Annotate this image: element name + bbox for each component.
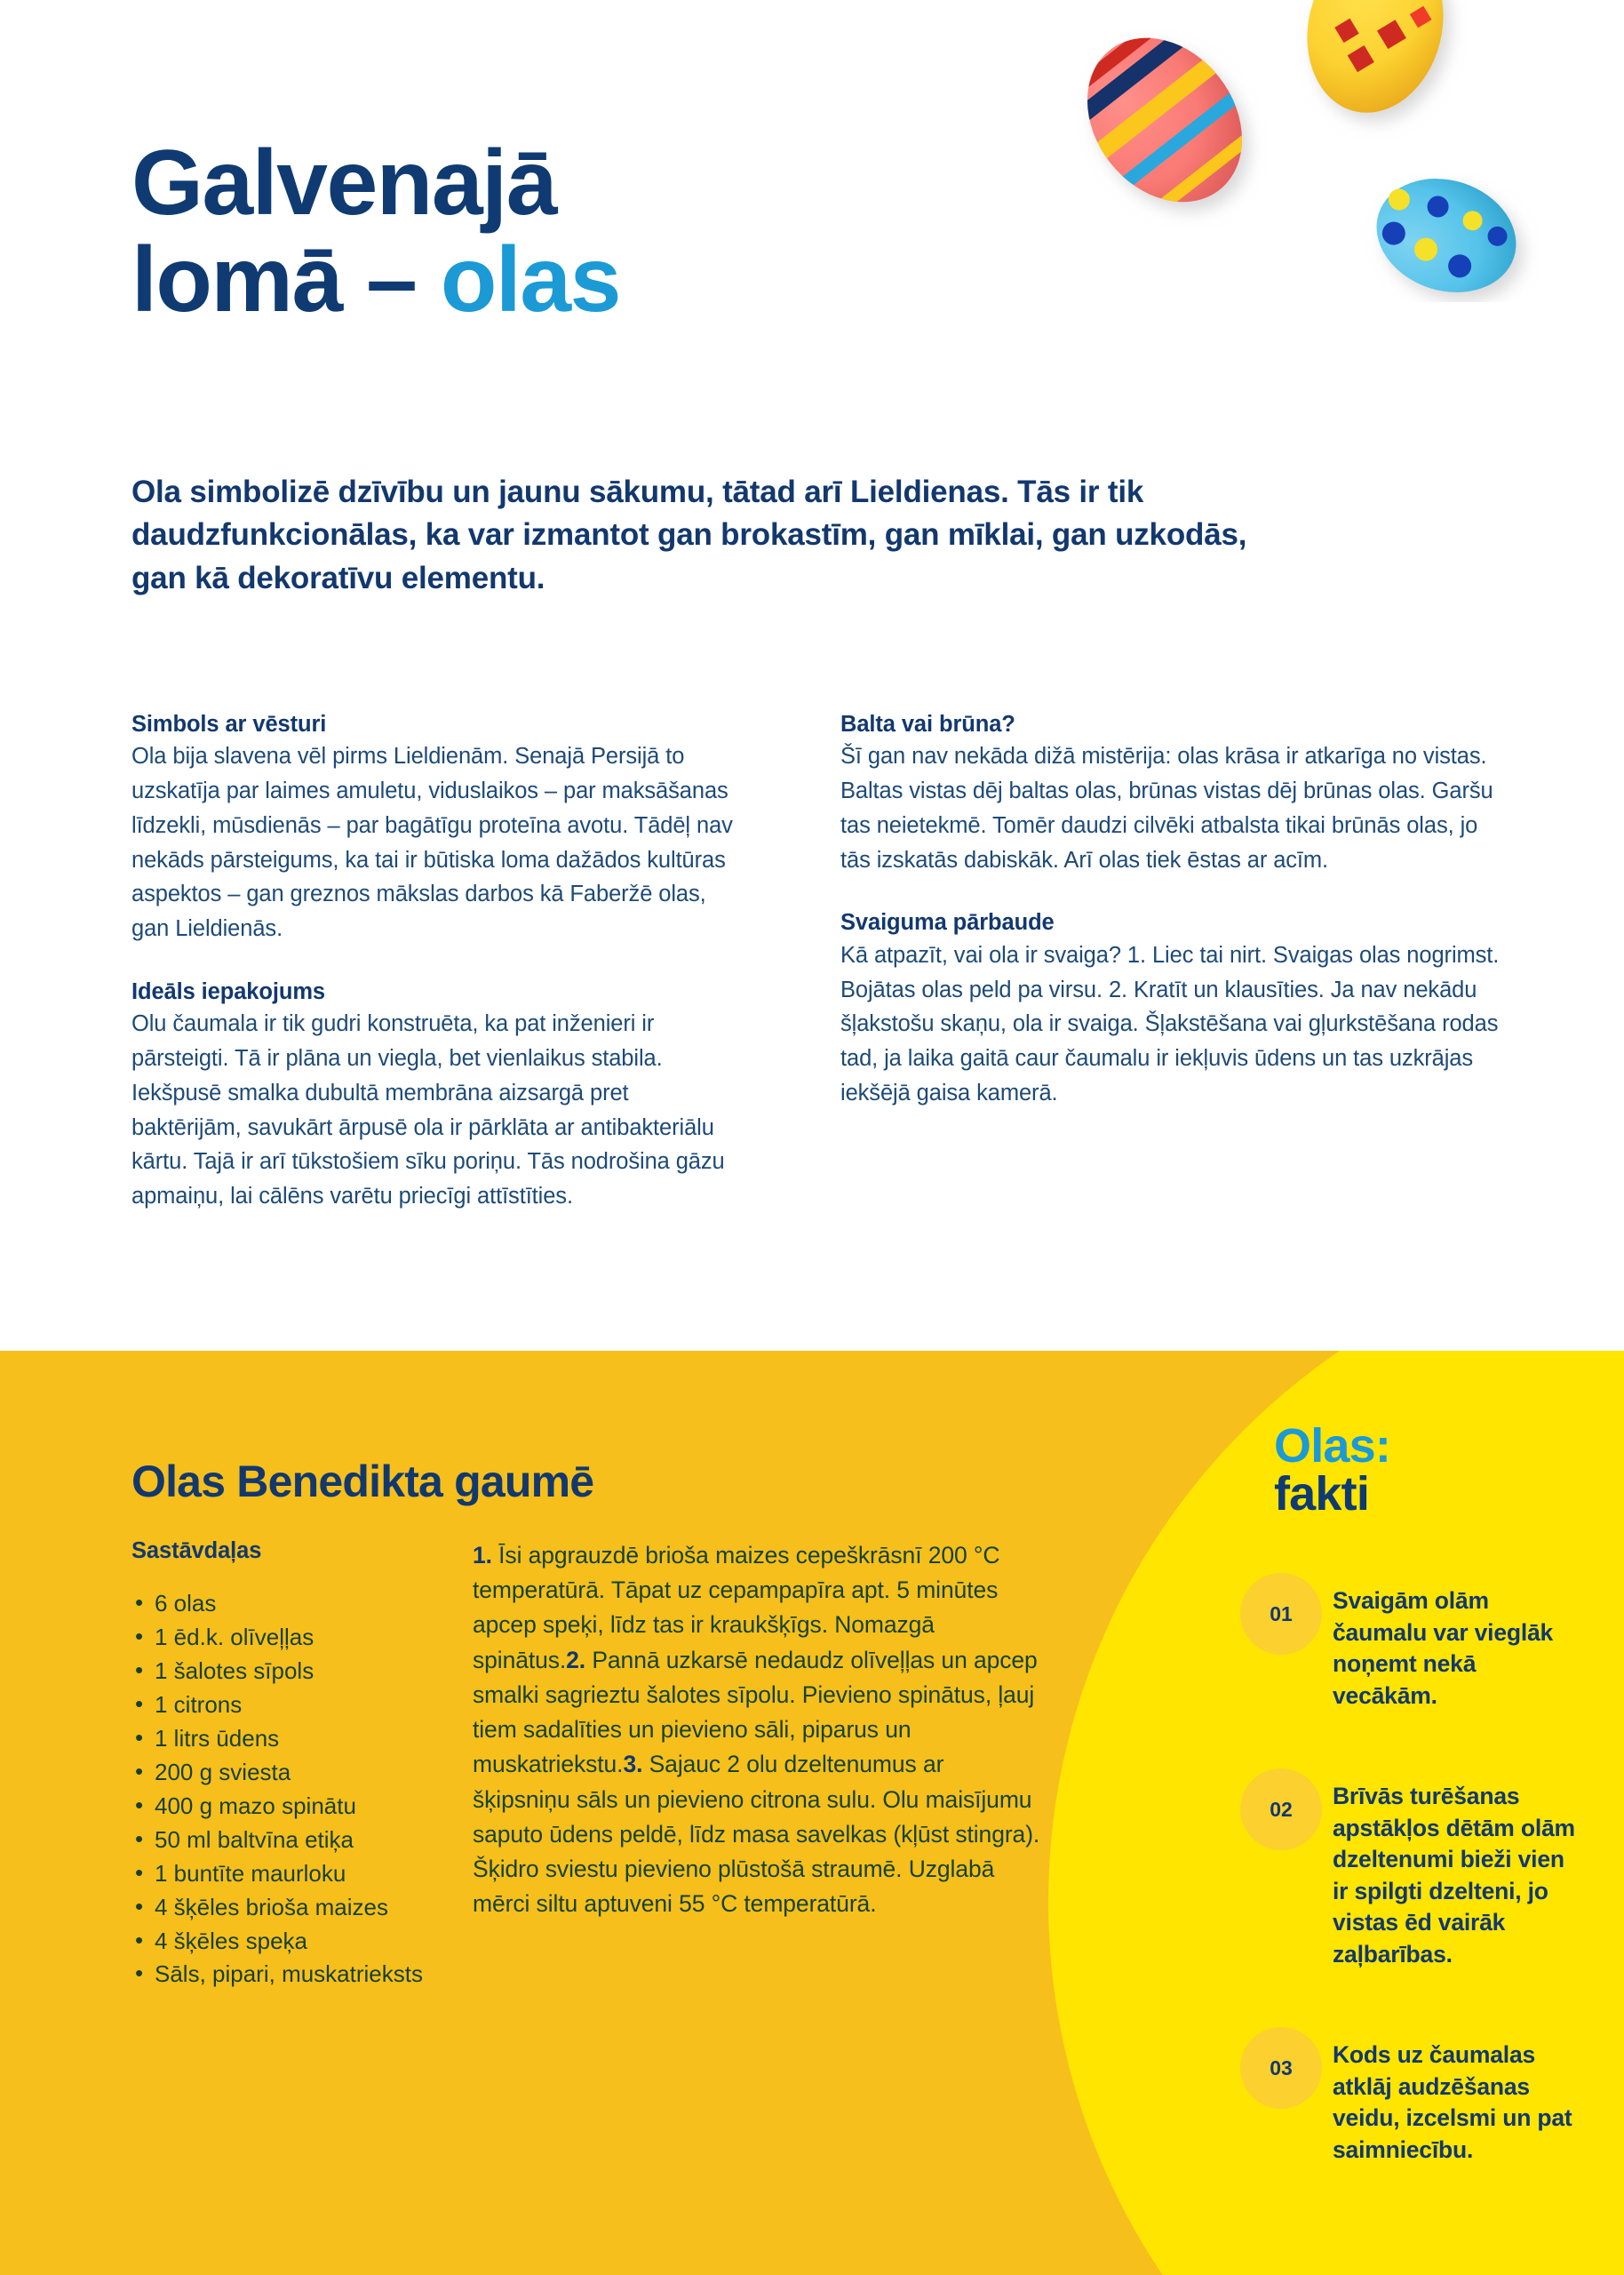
list-item: • 1 litrs ūdens [131, 1722, 425, 1756]
list-item: • 400 g mazo spinātu [131, 1790, 425, 1824]
yellow-egg-with-red-diamonds [1290, 0, 1461, 127]
fact-number: 02 [1270, 1797, 1293, 1821]
fact-text: Brīvās turēšanas apstākļos dētām olām dzeltenumi bieži vien ir spilgti dzelteni, jo vistas ēd vairāk zaļbarības. [1333, 1783, 1575, 1968]
ingredients-list [131, 1587, 425, 1992]
section-body: Šī gan nav nekāda dižā mistērija: olas krāsa ir atkarīga no vistas. Baltas vistas dēj baltas olas, brūnas vistas dēj brūnas olas. Garšu tas neietekmē. Tomēr daudzi cilvēki atbalsta tikai brūnās olas, jo tās izskatās dabiskāk. Arī olas tiek ēstas ar acīm. [840, 744, 1493, 873]
fact-number-badge [1240, 1573, 1322, 1655]
list-item: • 4 šķēles speķa [131, 1925, 425, 1959]
easter-eggs-illustration [1073, 0, 1624, 302]
step-number: 3. [623, 1751, 643, 1778]
recipe-step [473, 1538, 1041, 1921]
article-columns [131, 709, 1500, 1214]
ingredients-heading: Sastāvdaļas [131, 1538, 262, 1563]
list-item: • Sāls, pipari, muskatrieksts [131, 1958, 425, 1992]
ingredients-column [131, 1538, 425, 1992]
list-item: • 1 ēd.k. olīveļļas [131, 1621, 425, 1655]
step-text: Pannā uzkarsē nedaudz olīveļļas un apcep smalki sagrieztu šalotes sīpolu. Pievieno spinātus, ļauj tiem sadalīties un pievieno sāli, piparus un muskatriekstu. [473, 1646, 1038, 1778]
step-text: Īsi apgrauzdē brioša maizes cepeškrāsnī 200 °C temperatūrā. Tāpat uz cepampapīra apt. 5 minūtes apcep speķi, līdz tas ir kraukšķīgs. Nomazgā spinātus. [473, 1542, 1000, 1673]
list-item: • 200 g sviesta [131, 1756, 425, 1790]
list-item: • 4 šķēles brioša maizes [131, 1891, 425, 1925]
article-section [131, 977, 737, 1214]
page-title-line2-dark: lomā – [131, 228, 441, 332]
fact-number: 01 [1270, 1601, 1293, 1625]
list-item: • 6 olas [131, 1587, 425, 1621]
fact-number-badge [1240, 2027, 1322, 2109]
article-section [840, 907, 1500, 1110]
section-body: Ola bija slavena vēl pirms Lieldienām. Senajā Persijā to uzskatīja par laimes amuletu, viduslaikos – par maksāšanas līdzekli, mūsdienās – par bagātīgu proteīna avotu. Tādēļ nav nekāds pārsteigums, ka tai ir būtiska loma dažādos kultūras aspektos – gan greznos mākslas darbos kā Faberžē olas, gan Lieldienās. [131, 744, 733, 942]
recipe-columns [131, 1538, 1047, 1992]
facts-list [1270, 1585, 1576, 2166]
list-item: • 1 šalotes sīpols [131, 1655, 425, 1688]
list-item: • 1 buntīte maurloku [131, 1857, 425, 1891]
article-section [840, 709, 1500, 877]
fact-text: Svaigām olām čaumalu var vieglāk noņemt nekā vecākām. [1333, 1587, 1554, 1709]
recipe-block [131, 1457, 1047, 1992]
step-text: Sajauc 2 olu dzeltenumus ar šķipsniņu sāls un pievieno citrona sulu. Olu maisījumu saputo ūdens peldē, līdz masa savelkas (kļūst stingra). Šķidro sviestu pievieno plūstošā straumē. Uzglabā mērci siltu aptuveni 55 °C temperatūrā. [473, 1751, 1040, 1918]
section-heading: Simbols ar vēsturi [131, 712, 327, 737]
blue-egg-with-dots [1362, 161, 1531, 302]
fact-number-badge [1240, 1768, 1322, 1850]
section-heading: Svaiguma pārbaude [840, 910, 1055, 936]
section-heading: Ideāls iepakojums [131, 978, 325, 1004]
facts-panel [1270, 1419, 1576, 2235]
step-number: 1. [473, 1542, 492, 1569]
section-body: Kā atpazīt, vai ola ir svaiga? 1. Liec tai nirt. Svaigas olas nogrimst. Bojātas olas peld pa virsu. 2. Kratīt un klausīties. Ja nav nekādu šļakstošu skaņu, ola ir svaiga. Šļakstēšana vai gļurkstēšana rodas tad, ja laika gaitā caur čaumalu ir iekļuvis ūdens un tas uzkrājas iekšējā gaisa kamerā. [840, 942, 1500, 1106]
facts-title-accent: Olas: [1274, 1419, 1391, 1473]
article-column-right [840, 709, 1500, 1214]
intro-paragraph: Ola simbolizē dzīvību un jaunu sākumu, tātad arī Lieldienas. Tās ir tik daudzfunkcionālas, ka var izmantot gan brokastīm, gan mīklai, gan uzkodās, gan kā dekoratīvu elementu. [131, 475, 1247, 595]
article-column-left [131, 709, 737, 1214]
page-title-line2 [131, 228, 1126, 332]
facts-title-dark: fakti [1274, 1467, 1370, 1521]
recipe-title: Olas Benedikta gaumē [131, 1457, 594, 1506]
page-title-line1: Galvenajā [131, 132, 556, 235]
list-item: • 1 citrons [131, 1688, 425, 1722]
article-section [131, 709, 737, 946]
fact-item [1270, 2040, 1576, 2166]
fact-number: 03 [1270, 2055, 1293, 2079]
step-number: 2. [566, 1646, 586, 1673]
list-item: • 50 ml baltvīna etiķa [131, 1824, 425, 1857]
section-body: Olu čaumala ir tik gudri konstruēta, ka pat inženieri ir pārsteigti. Tā ir plāna un viegla, bet vienlaikus stabila. Iekšpusē smalka dubultā membrāna aizsargā pret baktērijām, savukārt ārpusē ola ir pārklāta ar antibakteriālu kārtu. Tajā ir arī tūkstošiem sīku poriņu. Tās nodrošina gāzu apmaiņu, lai cālēns varētu priecīgi attīstīties. [131, 1011, 725, 1209]
fact-item [1270, 1781, 1576, 1970]
fact-item [1270, 1585, 1576, 1712]
page-title [131, 132, 1126, 332]
page-title-line2-accent: olas [440, 228, 620, 332]
section-heading: Balta vai brūna? [840, 712, 1015, 737]
steps-column [473, 1538, 1041, 1992]
facts-title [1274, 1419, 1576, 1521]
fact-text: Kods uz čaumalas atklāj audzēšanas veidu, izcelsmi un pat saimniecību. [1333, 2041, 1572, 2163]
